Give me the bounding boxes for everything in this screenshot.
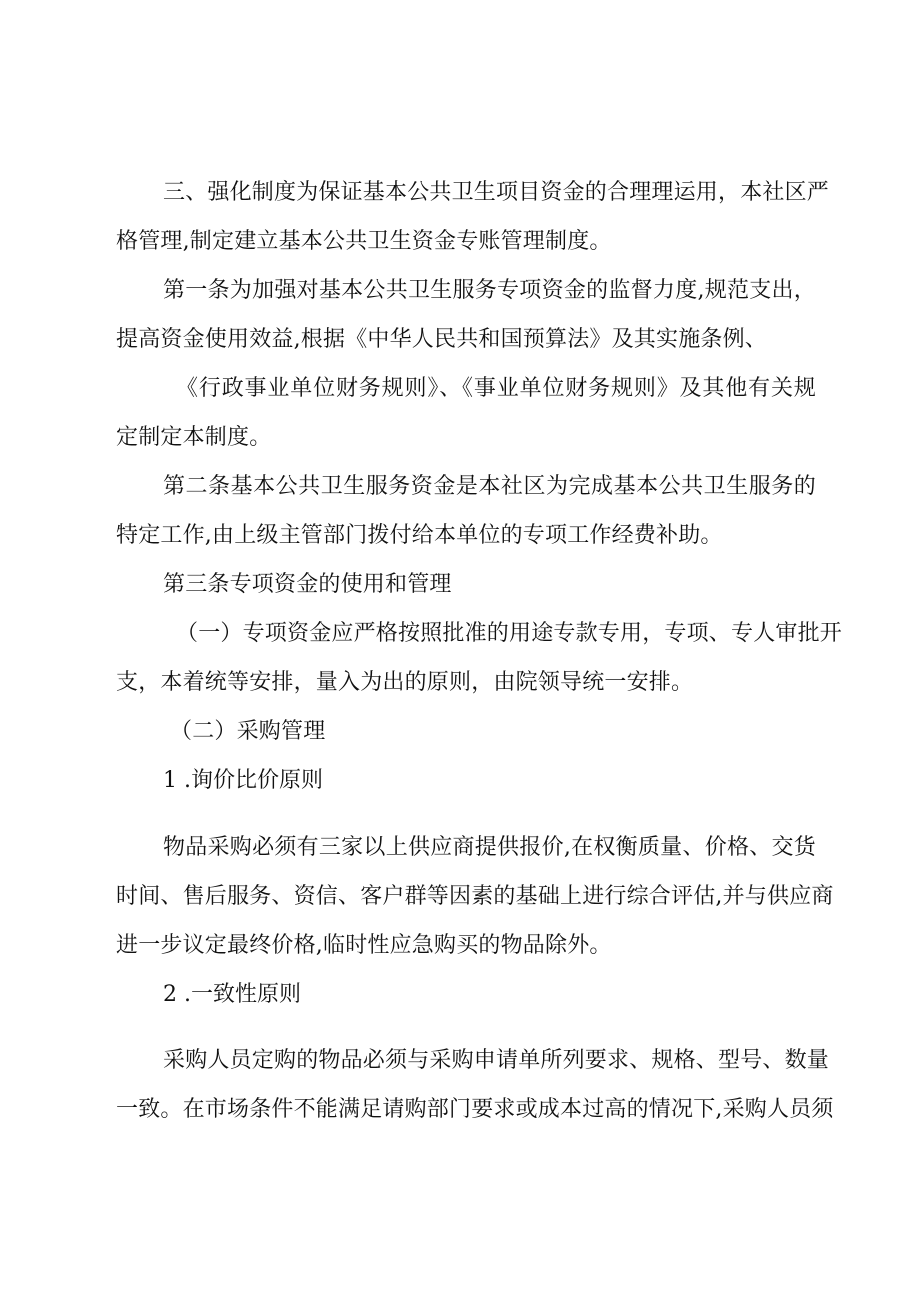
paragraph-line: 定制定本制度。 <box>116 425 272 450</box>
paragraph-line: 第一条为加强对基本公共卫生服务专项资金的监督力度,规范支出， <box>163 278 816 303</box>
paragraph-line: 一致。在市场条件不能满足请购部门要求或成本过高的情况下,采购人员须 <box>116 1097 834 1122</box>
paragraph-line: 时间、售后服务、资信、客户群等因素的基础上进行综合评估,并与供应商 <box>116 884 834 909</box>
paragraph-line: 支，本着统等安排，量入为出的原则，由院领导统一安排。 <box>116 670 694 695</box>
paragraph-line: 物品采购必须有三家以上供应商提供报价,在权衡质量、价格、交货 <box>163 835 816 860</box>
numbered-heading: 1 .询价比价原则 <box>163 768 323 793</box>
numbered-heading: 2 .一致性原则 <box>163 982 301 1007</box>
paragraph-line: 采购人员定购的物品必须与采购申请单所列要求、规格、型号、数量 <box>163 1048 830 1073</box>
paragraph-line: 特定工作,由上级主管部门拨付给本单位的专项工作经费补助。 <box>116 523 723 548</box>
section-heading: （二）采购管理 <box>170 719 326 744</box>
paragraph-line: 格管理,制定建立基本公共卫生资金专账管理制度。 <box>116 229 612 254</box>
section-heading: 第三条专项资金的使用和管理 <box>163 572 452 597</box>
paragraph-line: 三、强化制度为保证基本公共卫生项目资金的合理理运用，本社区严 <box>163 180 830 205</box>
paragraph-line: 《行政事业单位财务规则》、《事业单位财务规则》及其他有关规 <box>176 376 816 401</box>
paragraph-line: 第二条基本公共卫生服务资金是本社区为完成基本公共卫生服务的 <box>163 474 816 499</box>
paragraph-line: （一）专项资金应严格按照批准的用途专款专用，专项、专人审批开 <box>176 621 843 646</box>
paragraph-line: 进一步议定最终价格,临时性应急购买的物品除外。 <box>116 933 612 958</box>
paragraph-line: 提高资金使用效益,根据《中华人民共和国预算法》及其实施条例、 <box>116 327 767 352</box>
